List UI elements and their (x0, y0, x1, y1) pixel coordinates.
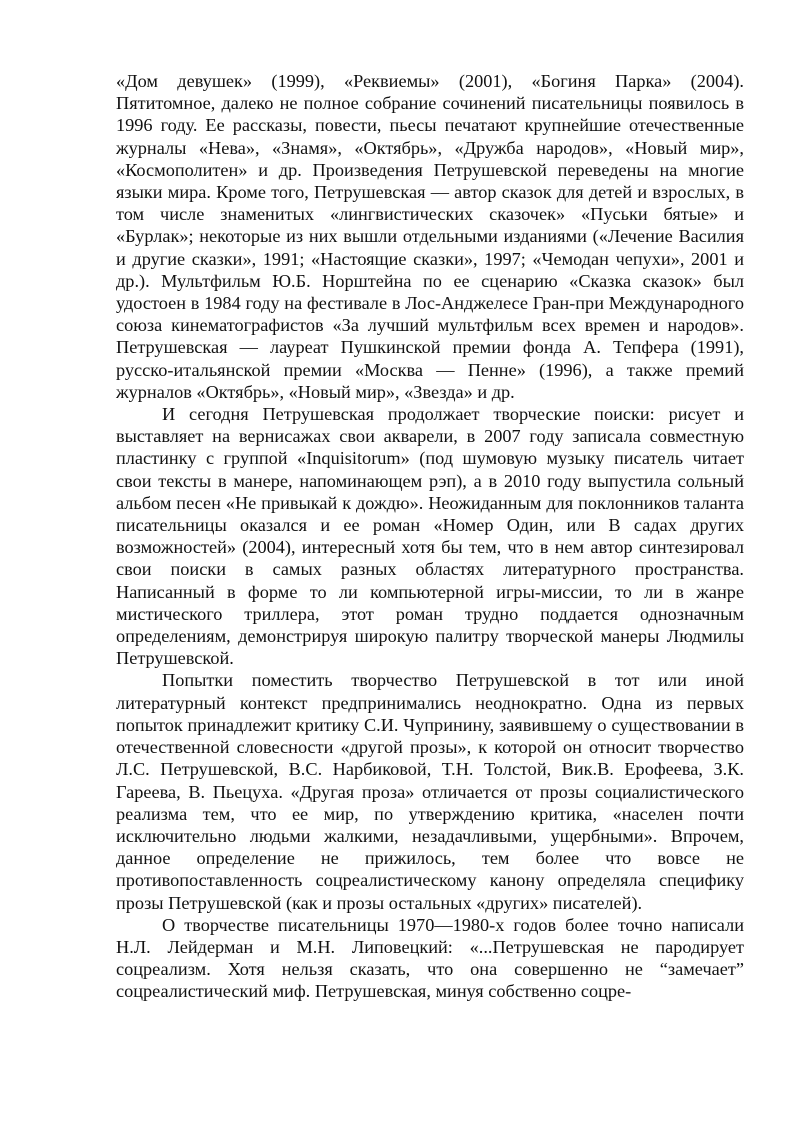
paragraph-1: «Дом девушек» (1999), «Реквиемы» (2001), «Богиня Парка» (2004). Пятитомное, далеко не полное собрание сочинений писательницы появилось в 1996 году. Ее рассказы, повести, пьесы печатают крупнейшие отечественные журналы «Нева», «Знамя», «Октябрь», «Дружба народов», «Новый мир», «Космополитен» и др. Произведения Петрушевской переведены на многие языки мира. Кроме того, Петрушевская — автор сказок для детей и взрослых, в том числе знаменитых «лингвистических сказочек» «Пуськи бятые» и «Бурлак»; некоторые из них вышли отдельными изданиями («Лечение Василия и другие сказки», 1991; «Настоящие сказки», 1997; «Чемодан чепухи», 2001 и др.). Мультфильм Ю.Б. Норштейна по ее сценарию «Сказка сказок» был удостоен в 1984 году на фестивале в Лос-Анджелесе Гран-при Международного союза кинематографистов «За лучший мультфильм всех времен и народов». Петрушевская — лауреат Пушкинской премии фонда А. Тепфера (1991), русско-итальянской премии «Москва — Пенне» (1996), а также премий журналов «Октябрь», «Новый мир», «Звезда» и др. (116, 71, 744, 402)
paragraph-4: О творчестве писательницы 1970—1980-х годов более точно написали Н.Л. Лейдерман и М.Н. Липовецкий: «...Петрушевская не пародирует соцреализм. Хотя нельзя сказать, что она совершенно не “замечает” соцреалистический миф. Петрушевская, минуя собственно соцре- (116, 914, 744, 1002)
paragraph-3: Попытки поместить творчество Петрушевской в тот или иной литературный контекст предпринимались неоднократно. Одна из первых попыток принадлежит критику С.И. Чупринину, заявившему о существовании в отечественной словесности «другой прозы», к которой он относит творчество Л.С. Петрушевской, В.С. Нарбиковой, Т.Н. Толстой, Вик.В. Ерофеева, З.К. Гареева, В. Пьецуха. «Другая проза» отличается от прозы социалистического реализма тем, что ее мир, по утверждению критика, «населен почти исключительно людьми жалкими, незадачливыми, ущербными». Впрочем, данное определение не прижилось, тем более что вовсе не противопоставленность соцреалистическому канону определяла специфику прозы Петрушевской (как и прозы остальных «других» писателей). (116, 670, 744, 913)
document-page (116, 70, 744, 1003)
paragraph-2: И сегодня Петрушевская продолжает творческие поиски: рисует и выставляет на вернисажах свои акварели, в 2007 году записала совместную пластинку с группой «Inquisitorum» (под шумовую музыку писатель читает свои тексты в манере, напоминающем рэп), а в 2010 году выпустила сольный альбом песен «Не привыкай к дождю». Неожиданным для поклонников таланта писательницы оказался и ее роман «Номер Один, или В садах других возможностей» (2004), интересный хотя бы тем, что в нем автор синтезировал свои поиски в самых разных областях литературного пространства. Написанный в форме то ли компьютерной игры-миссии, то ли в жанре мистического триллера, этот роман трудно поддается однозначным определениям, демонстрируя широкую палитру творческой манеры Людмилы Петрушевской. (116, 404, 744, 669)
